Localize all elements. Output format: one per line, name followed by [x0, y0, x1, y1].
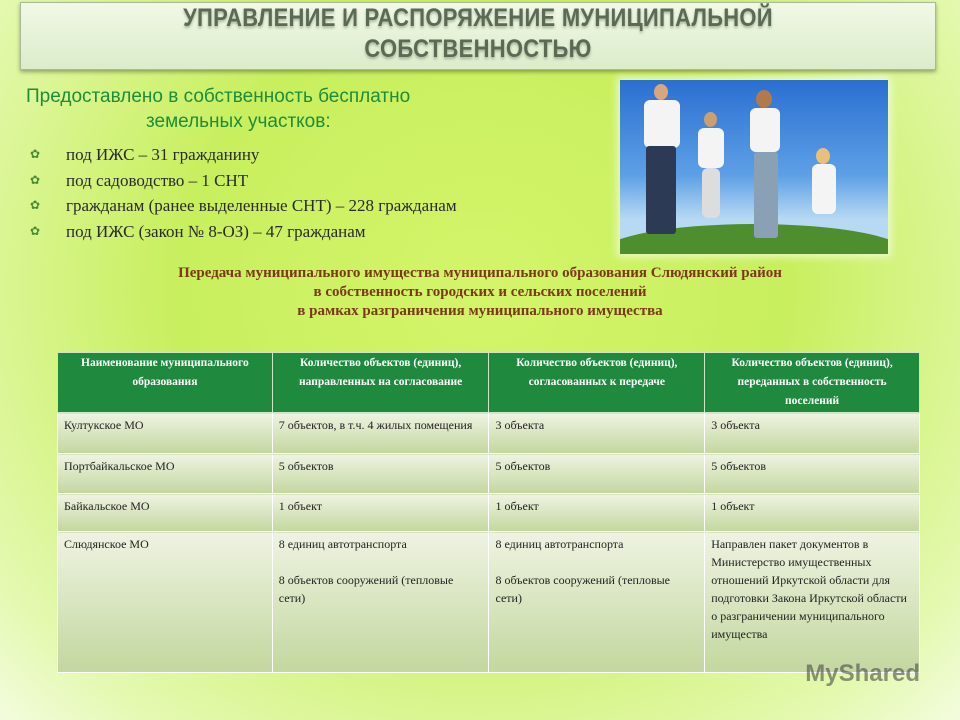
table-row — [58, 413, 920, 454]
transfer-line-1: Передача муниципального имущества муниципального образования Слюдянский район — [178, 265, 782, 281]
watermark: MyShared — [805, 660, 920, 687]
table-row — [58, 494, 920, 532]
table-cell: Портбайкальское МО — [58, 454, 273, 494]
title-line-1: УПРАВЛЕНИЕ И РАСПОРЯЖЕНИЕ МУНИЦИПАЛЬНОЙ — [183, 4, 773, 32]
table-cell: 8 единиц автотранспорта 8 объектов сооружений (тепловые сети) — [272, 532, 489, 673]
title-line-2: СОБСТВЕННОСТЬЮ — [364, 35, 592, 63]
table-cell: 1 объект — [272, 494, 489, 532]
table-cell: 5 объектов — [272, 454, 489, 494]
column-header: Количество объектов (единиц), согласованных к передаче — [489, 353, 705, 413]
land-heading-line-1: Предоставлено в собственность бесплатно — [26, 86, 411, 107]
transfer-line-2: в собственность городских и сельских поселений — [313, 284, 647, 300]
land-list — [30, 142, 457, 244]
table-cell: Байкальское МО — [58, 494, 273, 532]
transfer-line-3: в рамках разграничения муниципального имущества — [297, 303, 663, 319]
table-cell: 1 объект — [705, 494, 920, 532]
table-cell: Слюдянское МО — [58, 532, 273, 673]
list-item — [30, 219, 457, 245]
table-cell: 8 единиц автотранспорта 8 объектов сооружений (тепловые сети) — [489, 532, 705, 673]
bullet-icon: ✿ — [30, 172, 41, 187]
table-cell: 1 объект — [489, 494, 705, 532]
list-item-text: под ИЖС – 31 гражданину — [66, 145, 260, 164]
list-item — [30, 142, 457, 168]
transfer-table — [57, 352, 920, 673]
column-header: Наименование муниципального образования — [58, 353, 273, 413]
land-heading — [26, 84, 506, 134]
table-cell: 3 объекта — [489, 413, 705, 454]
transfer-heading — [24, 264, 936, 321]
table-cell: 3 объекта — [705, 413, 920, 454]
bullet-icon: ✿ — [30, 223, 41, 238]
table-row — [58, 532, 920, 673]
table-cell: 5 объектов — [489, 454, 705, 494]
table-header-row — [58, 353, 920, 413]
table-cell: 5 объектов — [705, 454, 920, 494]
table-cell: Направлен пакет документов в Министерство имущественных отношений Иркутской области для подготовки Закона Иркутской области о разграничении муниципального имущества — [705, 532, 920, 673]
list-item-text: гражданам (ранее выделенные СНТ) – 228 гражданам — [66, 196, 457, 215]
column-header: Количество объектов (единиц), направленных на согласование — [272, 353, 489, 413]
column-header: Количество объектов (единиц), переданных в собственность поселений — [705, 353, 920, 413]
table-row — [58, 454, 920, 494]
list-item-text: под садоводство – 1 СНТ — [66, 170, 249, 190]
list-item — [30, 168, 457, 194]
table-cell: 7 объектов, в т.ч. 4 жилых помещения — [272, 413, 489, 454]
family-photo — [620, 80, 888, 254]
slide-title — [20, 2, 936, 70]
list-item — [30, 193, 457, 219]
table-cell: Култукское МО — [58, 413, 273, 454]
bullet-icon: ✿ — [30, 147, 41, 161]
list-item-text: под ИЖС (закон № 8-ОЗ) – 47 гражданам — [66, 221, 366, 241]
bullet-icon: ✿ — [30, 198, 41, 212]
land-heading-line-2: земельных участков: — [146, 111, 331, 132]
